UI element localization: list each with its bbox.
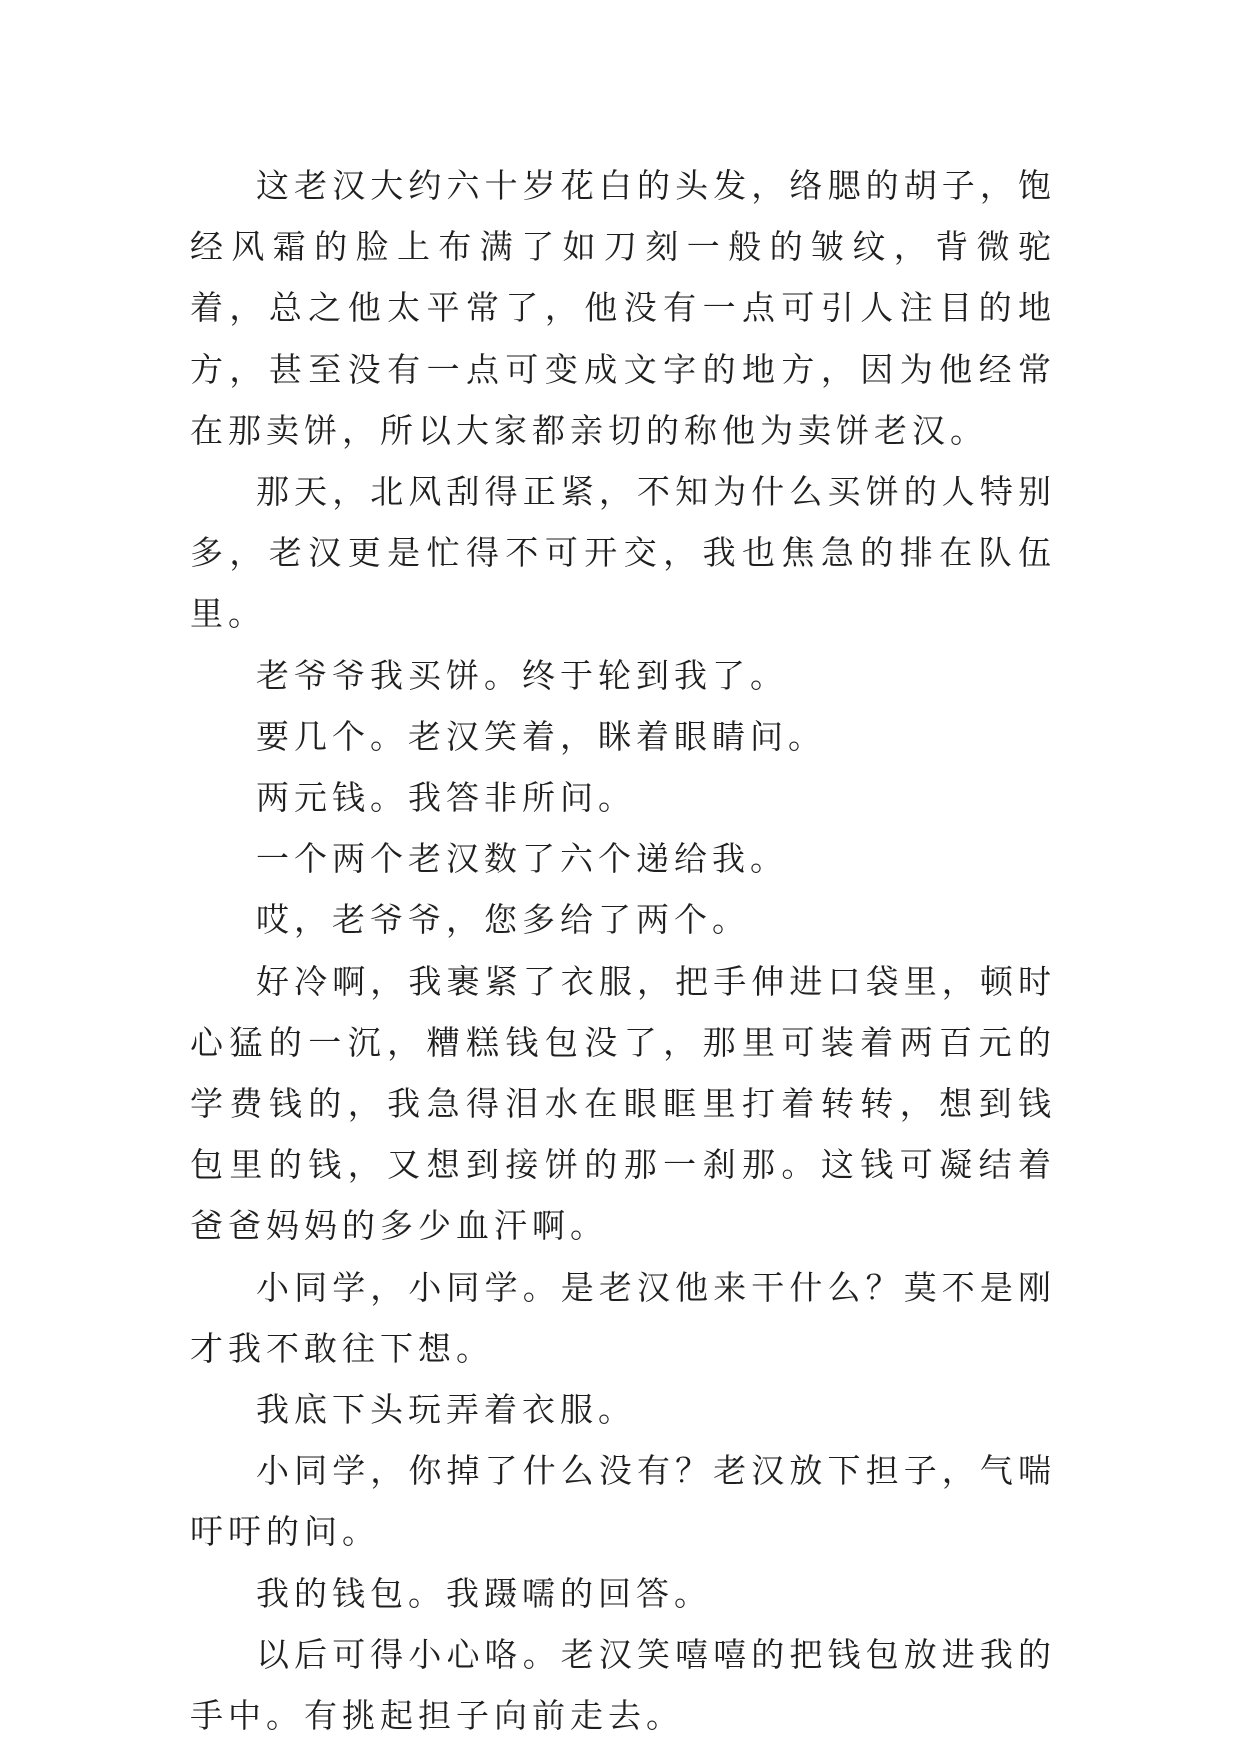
- paragraph-10: 我底下头玩弄着衣服。: [256, 1390, 636, 1430]
- paragraph-12: 我的钱包。我蹑嚅的回答。: [256, 1573, 712, 1613]
- paragraph-6: 一个两个老汉数了六个递给我。: [256, 839, 788, 879]
- paragraph-5: 两元钱。我答非所问。: [256, 778, 636, 818]
- paragraph-11: 小同学，你掉了什么没有？老汉放下担子，气喘吁吁的问。: [190, 1451, 1056, 1552]
- paragraph-7: 哎，老爷爷，您多给了两个。: [256, 900, 750, 940]
- paragraph-3: 老爷爷我买饼。终于轮到我了。: [256, 655, 788, 695]
- paragraph-13: 以后可得小心咯。老汉笑嘻嘻的把钱包放进我的手中。有挑起担子向前走去。: [190, 1634, 1056, 1736]
- paragraph-4: 要几个。老汉笑着，眯着眼睛问。: [256, 716, 826, 756]
- paragraph-8: 好冷啊，我裹紧了衣服，把手伸进口袋里，顿时心猛的一沉，糟糕钱包没了，那里可装着两百元的学费钱的，我急得泪水在眼眶里打着转转，想到钱包里的钱，又想到接饼的那一刹那。这钱可凝结着爸爸妈妈的多少血汗啊。: [190, 961, 1056, 1246]
- paragraph-1: 这老汉大约六十岁花白的头发，络腮的胡子，饱经风霜的脸上布满了如刀刻一般的皱纹，背微驼着，总之他太平常了，他没有一点可引人注目的地方，甚至没有一点可变成文字的地方，因为他经常在那卖饼，所以大家都亲切的称他为卖饼老汉。: [190, 166, 1056, 450]
- document-body: [190, 155, 1056, 1746]
- paragraph-2: 那天，北风刮得正紧，不知为什么买饼的人特别多，老汉更是忙得不可开交，我也焦急的排在队伍里。: [190, 472, 1056, 634]
- paragraph-9: 小同学，小同学。是老汉他来干什么？莫不是刚才我不敢往下想。: [190, 1267, 1056, 1368]
